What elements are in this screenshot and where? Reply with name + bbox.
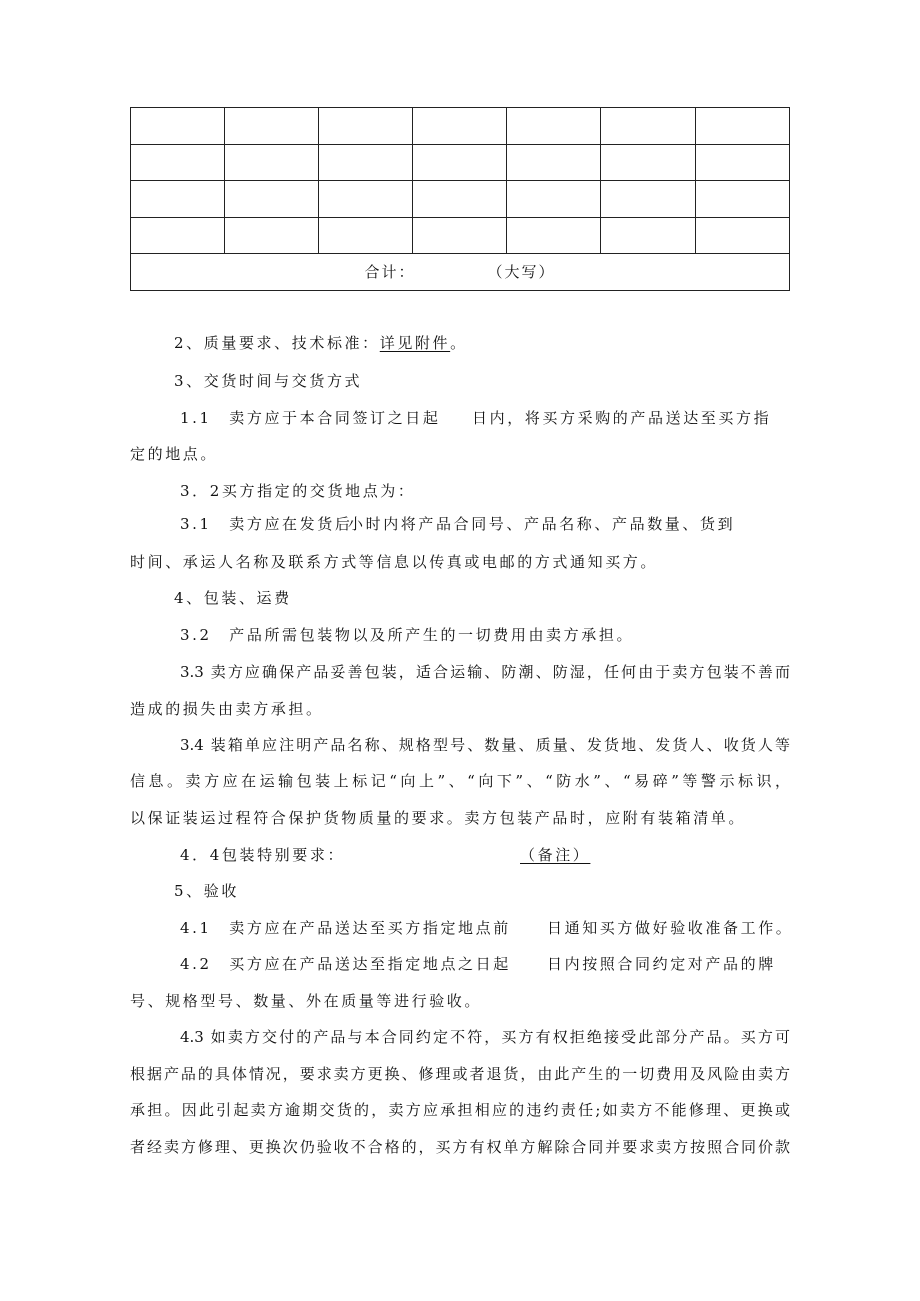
table-cell xyxy=(507,217,601,254)
clause-text: 定的地点。 xyxy=(130,445,219,463)
table-cell xyxy=(507,181,601,218)
clause-text: 日内按照合同约定对产品的牌 xyxy=(547,955,776,973)
table-cell xyxy=(507,108,601,145)
clause-text: 号、规格型号、数量、外在质量等进行验收。 xyxy=(130,992,483,1010)
attachment-reference: 详见附件 xyxy=(379,334,451,352)
table-cell xyxy=(507,144,601,181)
table-cell xyxy=(131,144,225,181)
table-cell xyxy=(225,144,319,181)
clause-text: 造成的损失由卖方承担。 xyxy=(130,700,324,718)
clause-text: 小时内将产品合同号、产品名称、产品数量、货到 xyxy=(348,515,736,533)
clause-text: 4.1 卖方应在产品送达至买方指定地点前 xyxy=(180,919,511,937)
clause-text: 2、质量要求、技术标准： xyxy=(174,334,380,352)
clause-text: 以保证装运过程符合保护货物质量的要求。卖方包装产品时，应附有装箱清单。 xyxy=(130,809,747,827)
clause-text: 3.4 装箱单应注明产品名称、规格型号、数量、质量、发货地、发货人、收货人等 xyxy=(180,736,790,754)
section-heading-delivery: 3、交货时间与交货方式 xyxy=(174,372,363,390)
table-row xyxy=(131,181,790,218)
section-heading-packaging: 4、包装、运费 xyxy=(174,589,292,607)
clause-text: 。 xyxy=(450,334,468,352)
table-cell xyxy=(601,108,695,145)
table-cell xyxy=(225,217,319,254)
table-cell xyxy=(225,108,319,145)
clause-text: 者经卖方修理、更换次仍验收不合格的，买方有权单方解除合同并要求卖方按照合同价款 xyxy=(130,1138,790,1156)
clause-text: 4．4包装特别要求： xyxy=(180,846,346,864)
table-total-cell xyxy=(131,254,790,291)
table-cell xyxy=(695,181,789,218)
clause-text: 3.2 产品所需包装物以及所产生的一切费用由卖方承担。 xyxy=(180,626,635,644)
goods-table xyxy=(130,107,790,291)
clause-text: 3．2买方指定的交货地点为： xyxy=(180,482,416,500)
table-cell xyxy=(601,181,695,218)
clause-text: 日内，将买方采购的产品送达至买方指 xyxy=(472,409,772,427)
clause-text: 日通知买方做好验收准备工作。 xyxy=(547,919,794,937)
clause-text: 4.3 如卖方交付的产品与本合同约定不符，买方有权拒绝接受此部分产品。买方可 xyxy=(180,1028,790,1046)
table-cell xyxy=(319,144,413,181)
table-row xyxy=(131,108,790,145)
table-cell xyxy=(131,181,225,218)
table-cell xyxy=(601,144,695,181)
table-cell xyxy=(413,144,507,181)
table-cell xyxy=(413,217,507,254)
table-row xyxy=(131,217,790,254)
table-cell xyxy=(695,144,789,181)
clause-text: 信息。卖方应在运输包装上标记“向上”、“向下”、“防水”、“易碎”等警示标识， xyxy=(130,772,790,790)
table-cell xyxy=(413,181,507,218)
clause-quality xyxy=(174,333,468,353)
table-total-row xyxy=(131,254,790,291)
clause-text: 1.1 卖方应于本合同签订之日起 xyxy=(180,409,441,427)
table-row xyxy=(131,144,790,181)
table-cell xyxy=(131,108,225,145)
table-cell xyxy=(413,108,507,145)
remark-field: （备注） xyxy=(520,846,591,864)
table-cell xyxy=(225,181,319,218)
table-cell xyxy=(695,108,789,145)
table-cell xyxy=(319,217,413,254)
section-heading-acceptance: 5、验收 xyxy=(174,882,239,900)
table-cell xyxy=(319,181,413,218)
clause-text: 3.3 卖方应确保产品妥善包装，适合运输、防潮、防湿，任何由于卖方包装不善而 xyxy=(180,663,790,681)
table-cell xyxy=(131,217,225,254)
table-cell xyxy=(319,108,413,145)
clause-text: 4.2 买方应在产品送达至指定地点之日起 xyxy=(180,955,511,973)
clause-text: 根据产品的具体情况，要求卖方更换、修理或者退货，由此产生的一切费用及风险由卖方 xyxy=(130,1065,790,1083)
clause-text: 时间、承运人名称及联系方式等信息以传真或电邮的方式通知买方。 xyxy=(130,553,659,571)
table-cell xyxy=(601,217,695,254)
total-note: （大写） xyxy=(487,263,556,282)
clause-text: 承担。因此引起卖方逾期交货的，卖方应承担相应的违约责任;如卖方不能修理、更换或 xyxy=(130,1101,790,1119)
table-cell xyxy=(695,217,789,254)
total-label: 合计： xyxy=(364,263,416,282)
clause-text: 3.1 卖方应在发货后 xyxy=(180,515,353,533)
